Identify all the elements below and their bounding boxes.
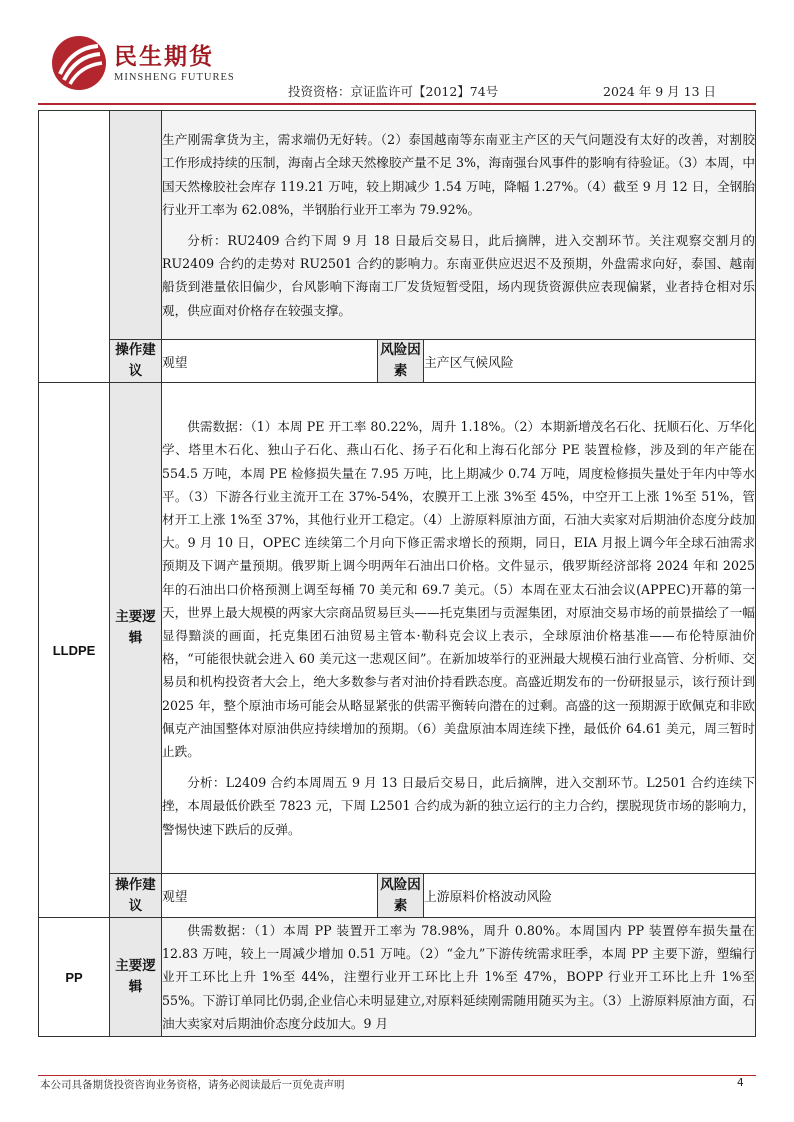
lldpe-analysis-paragraph: 分析：L2409 合约本周周五 9 月 13 日最后交易日，此后摘牌，进入交割环节。L2501 合约连续下挫，本周最低价跌至 7823 元，下周 L2501 合约成为新的独立运行的主力合约，摆脱现货市场的影响力，警惕快速下跌后的反弹。: [162, 775, 755, 837]
page-number: 4: [737, 1077, 744, 1089]
lldpe-operation-label: 操作建议: [110, 874, 162, 918]
lldpe-product-label: LLDPE: [39, 383, 110, 918]
lldpe-logic-label: 主要逻辑: [110, 383, 162, 874]
footer-disclaimer: 本公司具备期货投资咨询业务资格，请务必阅读最后一页免责声明: [40, 1079, 345, 1091]
footer-divider: [38, 1075, 756, 1076]
minsheng-logo-icon: [50, 34, 108, 92]
pp-product-label: PP: [39, 918, 110, 1037]
header-divider: [38, 103, 756, 105]
rubber-operation-row: [39, 340, 756, 383]
brand-name-cn: 民生期货: [114, 44, 214, 70]
pp-supply-demand-paragraph: 供需数据：（1）本周 PP 装置开工率为 78.98%，周升 0.80%。本周国内 PP 装置停车损失量在 12.83 万吨，较上一周减少增加 0.51 万吨。（2）“金九”下游传统需求旺季，本周 PP 主要下游，塑编行业开工环比上升 1%至 44%，注塑行业开工环比上升 1%至 47%，BOPP 行业开工环比上升 1%至 55%。下游订单同比仍弱,企业信心未明显建立,对原料延续刚需随用随买为主。（3）上游原料原油方面，石油大卖家对后期油价态度分歧加大。9 月: [162, 922, 755, 1031]
analysis-table: [38, 110, 756, 1037]
rubber-product-cell: [39, 111, 110, 383]
rubber-logic-paragraph-1: 生产刚需拿货为主，需求端仍无好转。（2）泰国越南等东南亚主产区的天气问题没有太好的改善，对割胶工作形成持续的压制，海南占全球天然橡胶产量不足 3%，海南强台风事件的影响有待验证。（3）本周，中国天然橡胶社会库存 119.21 万吨，较上期减少 1.54 万吨，降幅 1.27%。（4）截至 9 月 12 日，全钢胎行业开工率为 62.08%，半钢胎行业开工率为 79.92%。: [162, 132, 755, 217]
rubber-risk-label: 风险因素: [378, 340, 424, 383]
report-date: 2024 年 9 月 13 日: [603, 84, 717, 99]
rubber-logic-row: [39, 111, 756, 340]
lldpe-risk-label: 风险因素: [378, 874, 424, 918]
page-header: [0, 0, 794, 110]
rubber-logic-content: [162, 111, 756, 340]
qualification-text: 投资资格：京证监许可【2012】74号: [288, 84, 499, 99]
pp-logic-label: 主要逻辑: [110, 918, 162, 1037]
lldpe-risk-value: 上游原料价格波动风险: [424, 874, 756, 918]
lldpe-operation-value: 观望: [162, 874, 378, 918]
lldpe-supply-demand-paragraph: 供需数据：（1）本周 PE 开工率 80.22%，周升 1.18%。（2）本期新增茂名石化、抚顺石化、万华化学、塔里木石化、独山子石化、燕山石化、扬子石化和上海石化部分 PE 装置检修，涉及到的年产能在 554.5 万吨，本周 PE 检修损失量在 7.95 万吨，比上期减少 0.74 万吨，周度检修损失量处于年内中等水平。（3）下游各行业主流开工在 37%-54%，农膜开工上涨 3%至 45%，中空开工上涨 1%至 51%，管材开工上涨 1%至 37%，其他行业开工稳定。（4）上游原料原油方面，石油大卖家对后期油价态度分歧加大。9 月 10 日，OPEC 连续第二个月向下修正需求增长的预期，同日，EIA 月报上调今年全球石油需求预期及下调产量预期。俄罗斯上调今明两年石油出口价格。文件显示，俄罗斯经济部将 2024 年和 2025 年的石油出口价格预测上调至每桶 70 美元和 69.7 美元。（5）本周在亚太石油会议(APPEC)开幕的第一天，世界上最大规模的两家大宗商品贸易巨头——托克集团与贡渥集团，对原油交易市场的前景描绘了一幅显得黯淡的画面，托克集团石油贸易主管本·勒科克会议上表示，全球原油价格基准——布伦特原油价格，“可能很快就会进入 60 美元这一悲观区间”。在新加坡举行的亚洲最大规模石油行业高管、分析师、交易员和机构投资者大会上，绝大多数参与者对油价持看跌态度。高盛近期发布的一份研报显示，该行预计到 2025 年，整个原油市场可能会从略显紧张的供需平衡转向潜在的过剩。高盛的这一预期源于欧佩克和非欧佩克产油国整体对原油供应持续增加的预期。（6）美盘原油本周连续下挫，最低价 64.61 美元，周三暂时止跌。: [162, 419, 755, 760]
lldpe-logic-content: [162, 383, 756, 874]
lldpe-operation-row: [39, 874, 756, 918]
rubber-risk-value: 主产区气候风险: [424, 340, 756, 383]
rubber-operation-label: 操作建议: [110, 340, 162, 383]
rubber-operation-value: 观望: [162, 340, 378, 383]
rubber-logic-label-cell: [110, 111, 162, 340]
brand-name-en: MINSHENG FUTURES: [114, 72, 235, 83]
rubber-analysis-paragraph: 分析：RU2409 合约下周 9 月 18 日最后交易日，此后摘牌，进入交割环节。关注观察交割月的 RU2409 合约的走势对 RU2501 合约的影响力。东南亚供应迟迟不及预期，外盘需求向好，泰国、越南船货到港量依旧偏少，台风影响下海南工厂发货短暂受阻，场内现货资源供应表现偏紧，业者持仓相对乐观，供应面对价格存在较强支撑。: [162, 233, 755, 318]
pp-logic-content: [162, 918, 756, 1037]
pp-logic-row: [39, 918, 756, 1037]
lldpe-logic-row: [39, 383, 756, 874]
